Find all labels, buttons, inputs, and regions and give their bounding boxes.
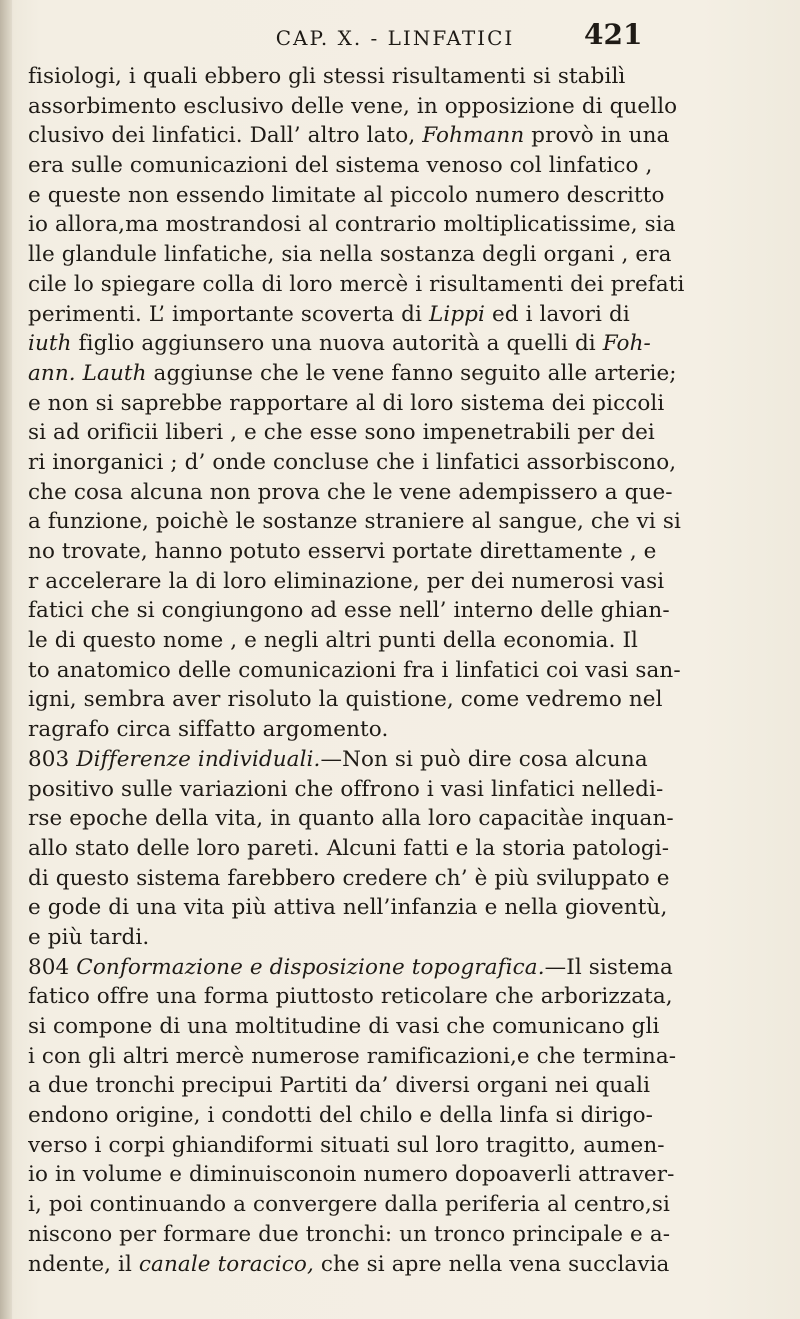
line-text: io in volume e diminuisconoin numero dopoaverli attraver-: [28, 1162, 675, 1188]
text-line: [28, 329, 772, 359]
italic-text: Fohmann: [422, 123, 525, 149]
line-text: le di questo nome , e negli altri punti della economia. Il: [28, 628, 639, 654]
italic-text: canale toracico,: [138, 1251, 314, 1277]
text-line: [28, 181, 772, 211]
text-line: [28, 923, 772, 953]
text-line: [28, 715, 772, 745]
line-text: che cosa alcuna non prova che le vene adempissero a que-: [28, 479, 673, 505]
page-header: [0, 18, 800, 58]
text-line: [28, 210, 772, 240]
text-line: [28, 567, 772, 597]
text-line: [28, 775, 772, 805]
line-text: —Non si può dire cosa alcuna: [320, 746, 648, 772]
text-line: [28, 1131, 772, 1161]
line-text: fatico offre una forma piuttosto reticolare che arborizzata,: [28, 984, 673, 1010]
line-text: i, poi continuando a convergere dalla periferia al centro,si: [28, 1192, 671, 1218]
line-text: to anatomico delle comunicazioni fra i linfatici coi vasi san-: [28, 657, 681, 683]
line-text: niscono per formare due tronchi: un tronco principale e a-: [28, 1221, 671, 1247]
text-line: [28, 151, 772, 181]
line-text: e queste non essendo limitate al piccolo numero descritto: [28, 182, 665, 208]
line-text: rse epoche della vita, in quanto alla loro capacitàe inquan-: [28, 806, 674, 832]
line-text: clusivo dei linfatici. Dall’ altro lato,: [28, 123, 423, 149]
text-line: [28, 1160, 772, 1190]
line-text: si ad orificii liberi , e che esse sono impenetrabili per dei: [28, 420, 655, 446]
text-line: [28, 448, 772, 478]
text-line: [28, 418, 772, 448]
line-text: igni, sembra aver risoluto la quistione, come vedremo nel: [28, 687, 663, 713]
line-text: e più tardi.: [28, 924, 150, 950]
line-text: io allora,ma mostrandosi al contrario moltiplicatissime, sia: [28, 212, 676, 238]
line-text: che si apre nella vena succlavia: [313, 1251, 670, 1277]
text-line: [28, 596, 772, 626]
text-line: [28, 626, 772, 656]
text-line: [28, 893, 772, 923]
text-line: [28, 1012, 772, 1042]
line-text: figlio aggiunsero una nuova autorità a quelli di: [71, 331, 603, 357]
line-text: aggiunse che le vene fanno seguito alle arterie;: [146, 360, 677, 386]
line-text: positivo sulle variazioni che offrono i vasi linfatici nelledi-: [28, 776, 664, 802]
line-text: e gode di una vita più attiva nell’infanzia e nella gioventù,: [28, 895, 668, 921]
line-text: assorbimento esclusivo delle vene, in opposizione di quello: [28, 93, 678, 119]
line-text: fisiologi, i quali ebbero gli stessi risultamenti si stabilì: [28, 64, 626, 89]
line-text: endono origine, i condotti del chilo e della linfa si dirigo-: [28, 1103, 654, 1129]
text-line: [28, 685, 772, 715]
italic-text: Foh-: [602, 331, 651, 357]
text-line: [28, 834, 772, 864]
line-text: a due tronchi precipui Partiti da’ diversi organi nei quali: [28, 1073, 651, 1099]
line-text: no trovate, hanno potuto esservi portate direttamente , e: [28, 539, 657, 564]
text-line: [28, 359, 772, 389]
text-line: [28, 1250, 772, 1280]
running-title: CAP. X. - LINFATICI: [275, 26, 515, 50]
text-line: [28, 300, 772, 330]
line-text: ed i lavori di: [485, 301, 630, 327]
line-text: e non si saprebbe rapportare al di loro sistema dei piccoli: [28, 390, 665, 416]
text-line: [28, 537, 772, 567]
line-text: provò in una: [524, 123, 670, 149]
text-line: [28, 389, 772, 419]
text-line: [28, 1190, 772, 1220]
page-number: 421: [584, 18, 643, 51]
text-line: [28, 240, 772, 270]
text-line: [28, 270, 772, 300]
line-text: cile lo spiegare colla di loro mercè i risultamenti dei prefati: [28, 271, 685, 297]
line-text: verso i corpi ghiandiformi situati sul loro tragitto, aumen-: [28, 1132, 665, 1158]
italic-text: Differenze individuali.: [76, 746, 321, 772]
line-text: 804: [28, 954, 77, 980]
line-text: 803: [28, 746, 77, 772]
line-text: allo stato delle loro pareti. Alcuni fatti e la storia patologi-: [28, 835, 670, 861]
line-text: —Il sistema: [544, 954, 673, 980]
text-line: [28, 62, 772, 92]
text-line: [28, 864, 772, 894]
text-line: [28, 1101, 772, 1131]
text-line: [28, 507, 772, 537]
text-line: [28, 656, 772, 686]
text-line: [28, 804, 772, 834]
italic-text: iuth: [28, 331, 72, 357]
text-line: [28, 1071, 772, 1101]
line-text: fatici che si congiungono ad esse nell’ interno delle ghian-: [28, 598, 670, 624]
line-text: ri inorganici ; d’ onde concluse che i linfatici assorbiscono,: [28, 449, 677, 475]
text-line: [28, 478, 772, 508]
line-text: ndente, il: [28, 1251, 139, 1277]
body-text: [28, 62, 772, 1279]
italic-text: Lippi: [428, 301, 486, 327]
text-line: [28, 982, 772, 1012]
text-line: [28, 1220, 772, 1250]
line-text: era sulle comunicazioni del sistema venoso col linfatico ,: [28, 153, 653, 179]
line-text: ragrafo circa siffatto argomento.: [28, 717, 389, 743]
text-line: [28, 1042, 772, 1072]
text-line: [28, 953, 772, 983]
text-line: [28, 121, 772, 151]
line-text: i con gli altri mercè numerose ramificazioni,e che termina-: [28, 1043, 677, 1069]
line-text: a funzione, poichè le sostanze straniere al sangue, che vi si: [28, 509, 681, 535]
text-line: [28, 92, 772, 122]
page-gutter: [0, 0, 12, 1319]
line-text: perimenti. L’ importante scoverta di: [28, 301, 429, 327]
line-text: di questo sistema farebbero credere ch’ è più sviluppato e: [28, 865, 670, 891]
line-text: r accelerare la di loro eliminazione, per dei numerosi vasi: [28, 568, 665, 594]
line-text: lle glandule linfatiche, sia nella sostanza degli organi , era: [28, 242, 672, 268]
italic-text: Conformazione e disposizione topografica.: [76, 954, 545, 980]
italic-text: ann. Lauth: [28, 360, 147, 386]
line-text: si compone di una moltitudine di vasi che comunicano gli: [28, 1014, 660, 1039]
text-line: [28, 745, 772, 775]
